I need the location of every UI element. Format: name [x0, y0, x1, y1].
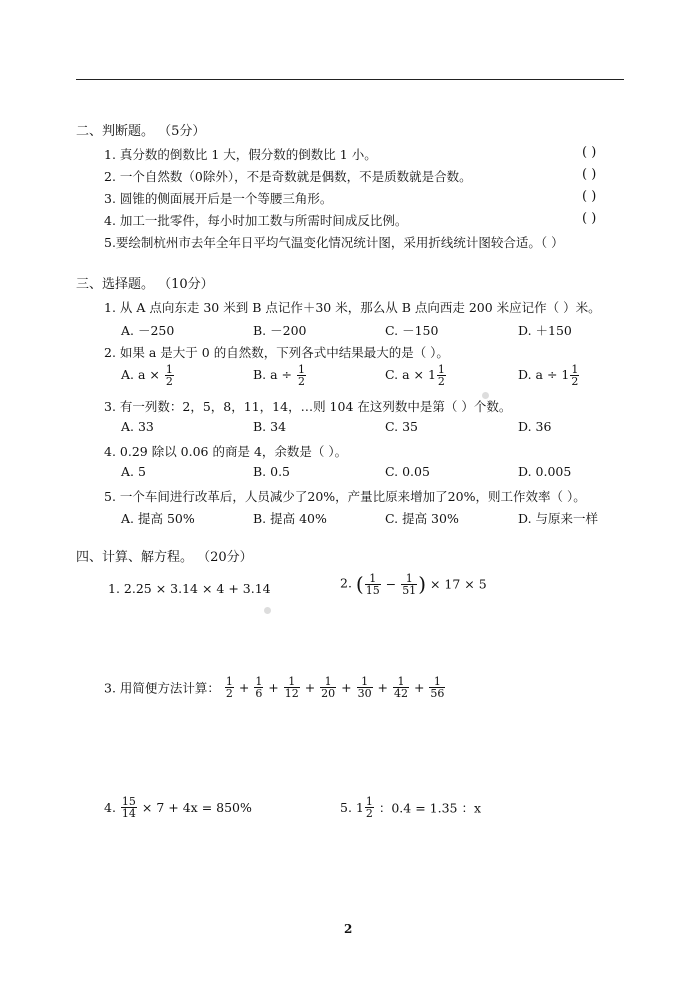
choice-q4: 4. 0.29 除以 0.06 的商是 4，余数是（ ）。 — [104, 444, 348, 459]
plus-sign: + — [234, 680, 254, 695]
choice-q2-option-d[interactable] — [518, 364, 580, 387]
p3-frac-6: $\frac{1}{42}$ — [394, 675, 408, 700]
q2d-prefix: D. a ÷ — [518, 367, 558, 382]
choice-q3-option-a[interactable]: A. 33 — [121, 419, 154, 434]
p3-frac-2: $\frac{1}{6}$ — [255, 675, 263, 700]
calc-problem-2 — [340, 572, 487, 596]
plus-sign: + — [300, 680, 320, 695]
header-rule — [76, 79, 624, 80]
plus-sign: + — [264, 680, 283, 695]
choice-q5-option-c[interactable]: C. 提高 30% — [385, 511, 459, 526]
calc-problem-5 — [340, 796, 481, 819]
page-number: 2 — [344, 922, 353, 936]
judge-answer-3[interactable]: ( ) — [582, 189, 597, 204]
q2a-prefix: A. a × — [121, 367, 160, 382]
q2c-fraction: $\frac{1}{2}$ — [437, 363, 445, 388]
p2-tail: × 17 × 5 — [429, 576, 487, 592]
calc-problem-4 — [104, 796, 252, 819]
minus-sign: − — [385, 576, 397, 592]
p5-fraction: $\frac{1}{2}$ — [365, 795, 373, 820]
choice-q2-option-a[interactable] — [121, 364, 175, 387]
scan-dot — [264, 607, 271, 614]
p2-fraction-2: $\frac{1}{51}$ — [402, 571, 417, 597]
judge-answer-4[interactable]: ( ) — [582, 211, 597, 226]
p4-tail: × 7 + 4x = 850% — [141, 800, 252, 815]
calc-problem-1: 1. 2.25 × 3.14 × 4 + 3.14 — [108, 581, 271, 596]
p3-frac-1: $\frac{1}{2}$ — [225, 675, 233, 700]
section-2-title: 二、判断题。 （5分） — [76, 124, 206, 139]
right-paren: ) — [418, 572, 426, 596]
calc-problem-4-label: 4. — [104, 800, 116, 815]
choice-q2-option-c[interactable] — [385, 364, 447, 387]
q2b-fraction: $\frac{1}{2}$ — [298, 363, 306, 388]
section-4-title: 四、计算、解方程。 （20分） — [76, 550, 253, 565]
p3-frac-3: $\frac{1}{12}$ — [284, 675, 299, 700]
judge-answer-1[interactable]: ( ) — [582, 145, 597, 160]
plus-sign: + — [373, 680, 392, 695]
q2b-prefix: B. a ÷ — [253, 367, 293, 382]
judge-item-2: 2. 一个自然数（0除外），不是奇数就是偶数，不是质数就是合数。 — [104, 169, 472, 184]
judge-answer-2[interactable]: ( ) — [582, 167, 597, 182]
p3-frac-7: $\frac{1}{56}$ — [430, 675, 445, 700]
choice-q3-option-b[interactable]: B. 34 — [253, 419, 287, 434]
choice-q3-option-d[interactable]: D. 36 — [518, 419, 552, 434]
choice-q3-option-c[interactable]: C. 35 — [385, 419, 418, 434]
choice-q5-option-b[interactable]: B. 提高 40% — [253, 511, 327, 526]
plus-sign: + — [337, 680, 356, 695]
q2c-whole: 1 — [427, 367, 436, 382]
calc-problem-3-label: 3. 用简便方法计算： — [104, 680, 220, 696]
choice-q2-option-b[interactable] — [253, 364, 307, 387]
p5-tail: ：0.4 = 1.35 ：x — [378, 800, 481, 816]
p4-fraction: $\frac{15}{14}$ — [121, 795, 136, 820]
calc-problem-5-label: 5. 1 — [340, 800, 364, 815]
choice-q4-option-c[interactable]: C. 0.05 — [385, 464, 430, 479]
choice-q1-option-c[interactable]: C. －150 — [385, 323, 439, 338]
plus-sign: + — [410, 680, 429, 695]
choice-q4-option-b[interactable]: B. 0.5 — [253, 464, 291, 479]
judge-item-3: 3. 圆锥的侧面展开后是一个等腰三角形。 — [104, 191, 333, 206]
choice-q4-option-d[interactable]: D. 0.005 — [518, 464, 572, 479]
calc-problem-2-label: 2. — [340, 575, 352, 591]
choice-q1: 1. 从 A 点向东走 30 米到 B 点记作＋30 米，那么从 B 点向西走 200 米应记作（ ）米。 — [104, 300, 601, 315]
calc-problem-3 — [104, 676, 446, 699]
choice-q1-option-a[interactable]: A. －250 — [121, 323, 175, 338]
judge-item-1: 1. 真分数的倒数比 1 大，假分数的倒数比 1 小。 — [104, 147, 377, 162]
section-3-title: 三、选择题。 （10分） — [76, 277, 214, 292]
p2-fraction-1: $\frac{1}{15}$ — [365, 571, 380, 597]
scan-dot — [482, 392, 489, 399]
choice-q1-option-d[interactable]: D. ＋150 — [518, 323, 572, 338]
choice-q4-option-a[interactable]: A. 5 — [121, 464, 146, 479]
choice-q3: 3. 有一列数：2，5，8，11，14，…则 104 在这列数中是第（ ）个数。 — [104, 399, 512, 414]
choice-q1-option-b[interactable]: B. －200 — [253, 323, 307, 338]
judge-item-5: 5.要绘制杭州市去年全年日平均气温变化情况统计图，采用折线统计图较合适。（ ） — [104, 235, 564, 250]
q2a-fraction: $\frac{1}{2}$ — [165, 363, 173, 388]
q2d-fraction: $\frac{1}{2}$ — [571, 363, 579, 388]
choice-q5-option-a[interactable]: A. 提高 50% — [121, 511, 195, 526]
p3-frac-5: $\frac{1}{30}$ — [357, 675, 372, 700]
judge-item-4: 4. 加工一批零件，每小时加工数与所需时间成反比例。 — [104, 213, 408, 228]
p3-frac-4: $\frac{1}{20}$ — [321, 675, 336, 700]
choice-q5-option-d[interactable]: D. 与原来一样 — [518, 511, 599, 526]
left-paren: ( — [355, 572, 364, 596]
choice-q2: 2. 如果 a 是大于 0 的自然数，下列各式中结果最大的是（ ）。 — [104, 345, 449, 360]
choice-q5: 5. 一个车间进行改革后，人员减少了20%，产量比原来增加了20%，则工作效率（ ）。 — [104, 489, 586, 504]
q2d-whole: 1 — [561, 367, 570, 382]
q2c-prefix: C. a × — [385, 367, 424, 382]
